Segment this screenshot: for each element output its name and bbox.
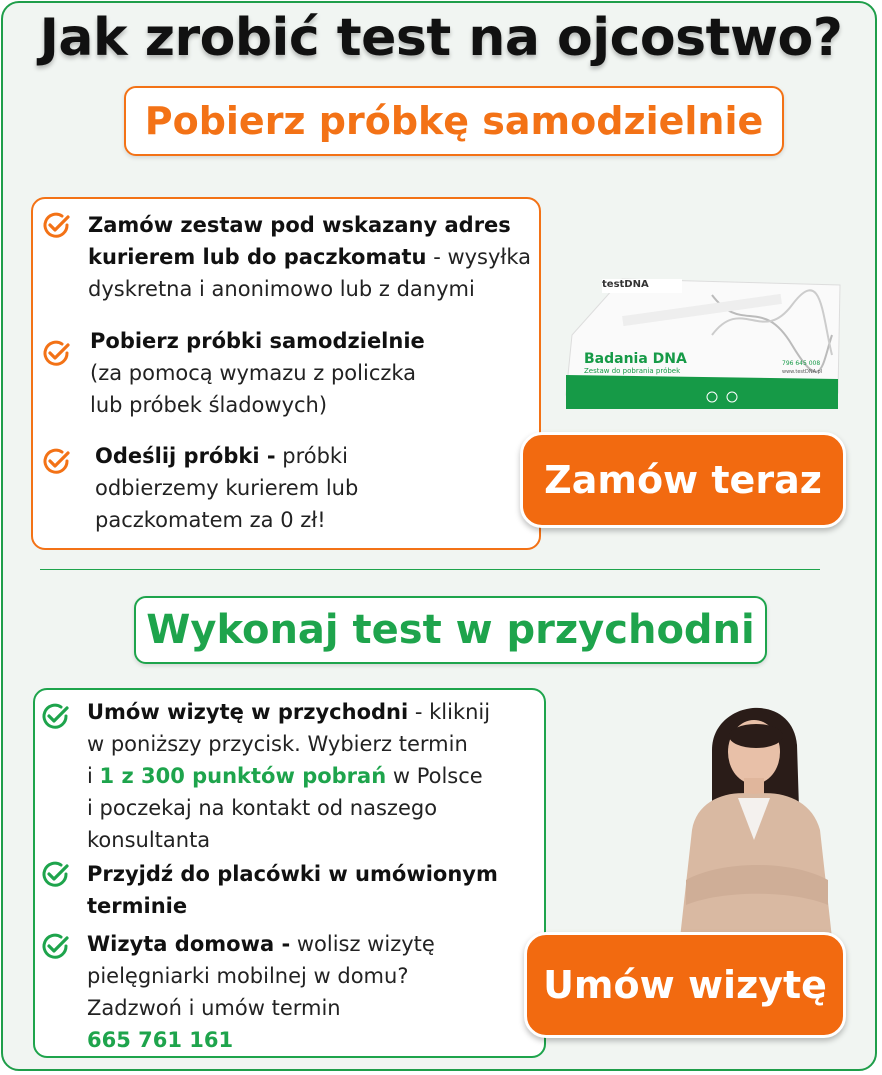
step-text: dyskretna i anonimowo lub z danymi	[88, 277, 475, 301]
kit-phone: 796 645 008	[782, 360, 821, 367]
list-item	[87, 696, 537, 856]
step-text: w poniższy przycisk. Wybierz termin	[87, 732, 468, 756]
check-icon	[40, 932, 70, 962]
kit-title: Badania DNA	[584, 351, 687, 367]
step-text: paczkomatem za 0 zł!	[95, 508, 326, 532]
dna-kit-box-image	[562, 275, 842, 411]
step-text: i	[87, 764, 100, 788]
step-text: konsultanta	[87, 828, 211, 852]
section-divider	[40, 569, 820, 570]
order-now-button[interactable]: Zamów teraz	[520, 432, 846, 528]
list-item	[88, 209, 538, 305]
check-icon	[41, 447, 71, 477]
step-text: (za pomocą wymazu z policzka	[90, 361, 417, 385]
step-text: pielęgniarki mobilnej w domu?	[87, 964, 409, 988]
step-title: terminie	[87, 894, 188, 918]
step-title: kurierem lub do paczkomatu	[88, 245, 427, 269]
step-title: Wizyta domowa -	[87, 932, 291, 956]
kit-site: www.testDNA.pl	[782, 369, 823, 375]
step-title: Odeślij próbki -	[95, 444, 276, 468]
book-visit-button[interactable]: Umów wizytę	[524, 932, 846, 1038]
check-icon	[40, 860, 70, 890]
step-title: Przyjdź do placówki w umówionym	[87, 862, 498, 886]
kit-brand: testDNA	[602, 279, 649, 290]
step-text: odbierzemy kurierem lub	[95, 476, 359, 500]
collection-points-highlight: 1 z 300 punktów pobrań	[99, 764, 387, 788]
check-icon	[40, 702, 70, 732]
section2-steps-box	[33, 688, 546, 1058]
step-title: Pobierz próbki samodzielnie	[90, 329, 425, 353]
list-item	[87, 928, 537, 1056]
step-text: Zadzwoń i umów termin	[87, 996, 341, 1020]
check-icon	[41, 211, 71, 241]
section1-heading: Pobierz próbkę samodzielnie	[124, 86, 784, 156]
step-text: - wysyłka	[426, 245, 532, 269]
step-text: i poczekaj na kontakt od naszego	[87, 796, 438, 820]
section2-heading: Wykonaj test w przychodni	[134, 596, 767, 664]
step-title: Zamów zestaw pod wskazany adres	[88, 213, 511, 237]
phone-number-link[interactable]: 665 761 161	[87, 1028, 234, 1052]
section1-steps-box	[31, 197, 541, 550]
step-text: w Polsce	[386, 764, 483, 788]
kit-subtitle: Zestaw do pobrania próbek	[584, 367, 681, 375]
page-title: Jak zrobić test na ojcostwo?	[39, 8, 843, 68]
step-title: Umów wizytę w przychodni	[87, 700, 409, 724]
step-text: - kliknij	[408, 700, 491, 724]
list-item	[87, 858, 537, 922]
step-text: próbki	[275, 444, 348, 468]
step-text: lub próbek śladowych)	[90, 393, 328, 417]
list-item	[90, 325, 490, 421]
check-icon	[41, 339, 71, 369]
list-item	[95, 440, 495, 536]
consultant-photo	[672, 690, 840, 938]
step-text: wolisz wizytę	[290, 932, 435, 956]
